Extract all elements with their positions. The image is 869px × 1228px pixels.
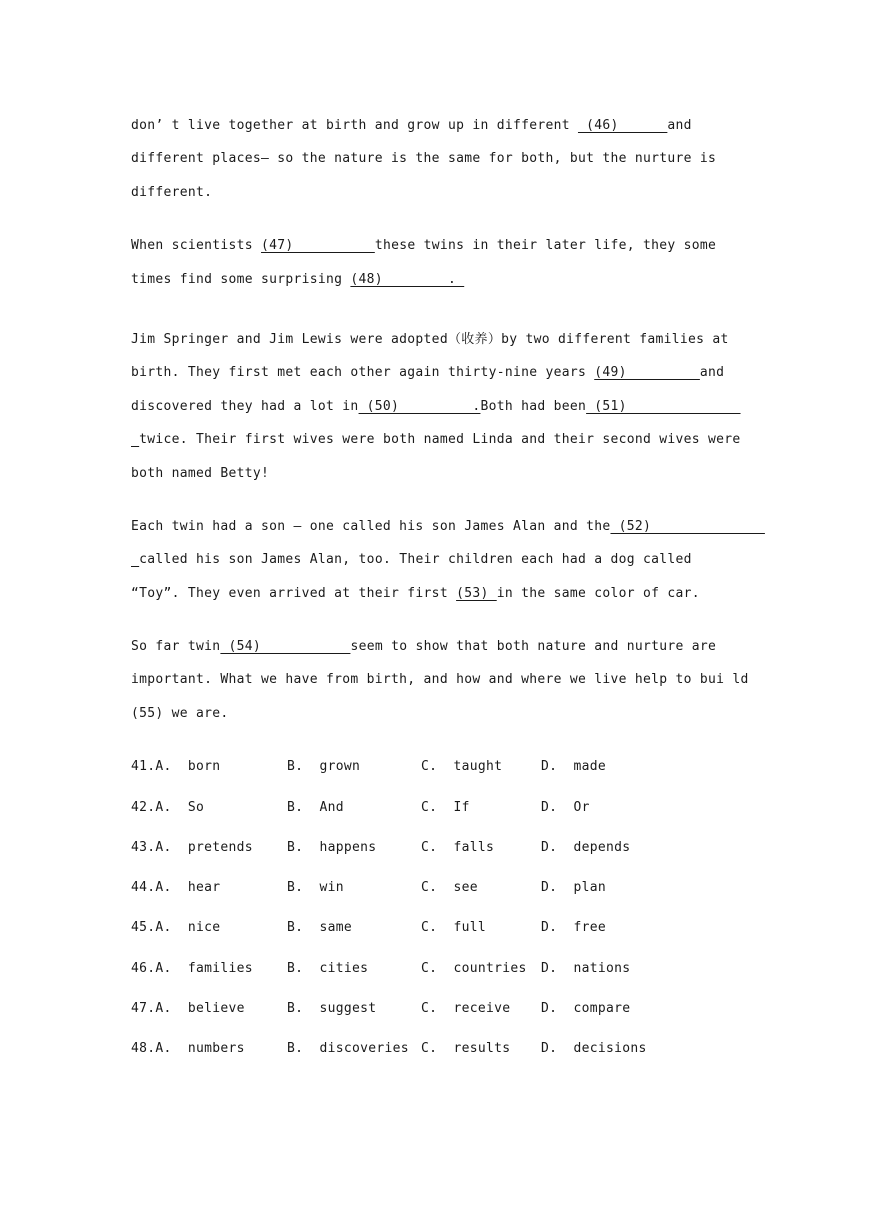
option-b: B. And — [287, 799, 344, 815]
blank-51: (51) — [586, 398, 741, 414]
question-row — [131, 1035, 741, 1075]
option-a — [131, 995, 245, 1023]
option-c: C. receive — [421, 1001, 511, 1017]
option-d: D. Or — [541, 799, 590, 815]
question-number: 44. — [131, 880, 156, 896]
option-c: C. see — [421, 880, 478, 896]
text: don’ t live together at birth and grow up in different — [131, 118, 578, 133]
text-line: different places— so the nature is the same for both, but the nurture is — [131, 151, 717, 167]
text: So far twin — [131, 639, 221, 655]
option-d: D. nations — [541, 960, 631, 976]
option-a — [131, 1035, 245, 1063]
option-a — [131, 794, 204, 822]
blank-54: (54) — [220, 639, 351, 655]
option-c: C. countries — [421, 960, 527, 976]
document-page — [131, 112, 765, 1076]
option-d: D. depends — [541, 839, 631, 855]
paragraph-3 — [131, 326, 741, 493]
text-line: both named Betty! — [131, 465, 270, 481]
option-d: D. free — [541, 920, 607, 936]
text-line: important. What we have from birth, and how and where we live help to bui ld — [131, 672, 749, 688]
text-line: different. — [131, 184, 213, 200]
text: and — [667, 118, 692, 133]
option-c: C. full — [421, 920, 487, 936]
option-d: D. compare — [541, 1001, 631, 1017]
paragraph-4 — [131, 513, 765, 613]
option-a-text: A. nice — [155, 920, 221, 936]
blank-49: (49) — [594, 365, 700, 381]
blank-50: (50) . — [358, 398, 481, 414]
option-b: B. suggest — [287, 1001, 377, 1017]
text-line — [131, 633, 741, 666]
option-a-text: A. numbers — [155, 1041, 245, 1057]
option-c: C. taught — [421, 759, 503, 775]
option-d: D. decisions — [541, 1041, 647, 1057]
blank-47: (47) — [261, 238, 375, 254]
question-row — [131, 794, 741, 834]
text-line — [131, 426, 741, 459]
text-line — [131, 546, 741, 579]
text: Both had been — [480, 398, 587, 414]
text-line — [131, 359, 741, 392]
option-a-text: A. hear — [155, 880, 221, 896]
text: discovered they had a lot in — [131, 398, 359, 414]
option-a-text: A. So — [155, 799, 205, 815]
question-number: 45. — [131, 920, 156, 936]
question-row — [131, 834, 741, 874]
text: Each twin had a son — one called his son James Alan and the — [131, 518, 611, 534]
question-number: 41. — [131, 759, 156, 775]
question-number: 42. — [131, 799, 156, 815]
text: twice. Their first wives were both named Linda and their second wives were — [139, 432, 741, 448]
blank-53: (53) — [456, 585, 497, 601]
paragraph-5 — [131, 633, 749, 733]
blank-48: (48) . — [350, 271, 465, 287]
question-row — [131, 753, 741, 793]
text: these twins in their later life, they some — [374, 238, 717, 254]
option-b: B. grown — [287, 759, 361, 775]
option-b: B. same — [287, 920, 353, 936]
question-number: 48. — [131, 1041, 156, 1057]
text-line — [131, 513, 765, 546]
paragraph-2 — [131, 232, 741, 299]
option-b: B. happens — [287, 839, 377, 855]
text-line — [131, 266, 741, 299]
text-line: Jim Springer and Jim Lewis were adopted（收养）by two different families at — [131, 331, 729, 347]
text: in the same color of car. — [496, 585, 700, 601]
text: “Toy”. They even arrived at their first — [131, 585, 457, 601]
option-d: D. plan — [541, 880, 607, 896]
option-c: C. falls — [421, 839, 495, 855]
question-row — [131, 955, 741, 995]
option-b: B. discoveries — [287, 1041, 409, 1057]
option-a-text: A. born — [155, 759, 221, 775]
text: seem to show that both nature and nurture are — [350, 639, 717, 655]
text: birth. They first met each other again thirty-nine years — [131, 365, 595, 381]
question-number: 47. — [131, 1001, 156, 1017]
text: When scientists — [131, 238, 262, 254]
option-a — [131, 834, 253, 862]
option-b: B. cities — [287, 960, 369, 976]
option-c: C. results — [421, 1041, 511, 1057]
text: times find some surprising — [131, 271, 351, 287]
text-line — [131, 232, 741, 265]
paragraph-1 — [131, 112, 741, 212]
option-b: B. win — [287, 880, 344, 896]
option-a — [131, 914, 220, 942]
blank-46: (46) — [577, 118, 668, 133]
text-line — [131, 580, 741, 613]
question-row — [131, 914, 741, 954]
option-a — [131, 955, 253, 983]
blank-52: (52) — [610, 518, 765, 534]
option-d: D. made — [541, 759, 607, 775]
question-number: 43. — [131, 839, 156, 855]
option-a-text: A. believe — [155, 1001, 245, 1017]
text: called his son James Alan, too. Their children each had a dog called — [139, 552, 692, 568]
question-number: 46. — [131, 960, 156, 976]
option-a — [131, 874, 220, 902]
option-a — [131, 753, 220, 781]
blank-52-continued — [131, 552, 139, 567]
question-row — [131, 995, 741, 1035]
text-line — [131, 393, 741, 426]
answer-options — [131, 753, 741, 1075]
blank-51-continued — [131, 432, 139, 447]
option-c: C. If — [421, 799, 470, 815]
text-line: (55) we are. — [131, 705, 229, 721]
text-line — [131, 112, 741, 145]
question-row — [131, 874, 741, 914]
text: and — [699, 365, 725, 381]
option-a-text: A. pretends — [155, 839, 253, 855]
option-a-text: A. families — [155, 960, 253, 976]
